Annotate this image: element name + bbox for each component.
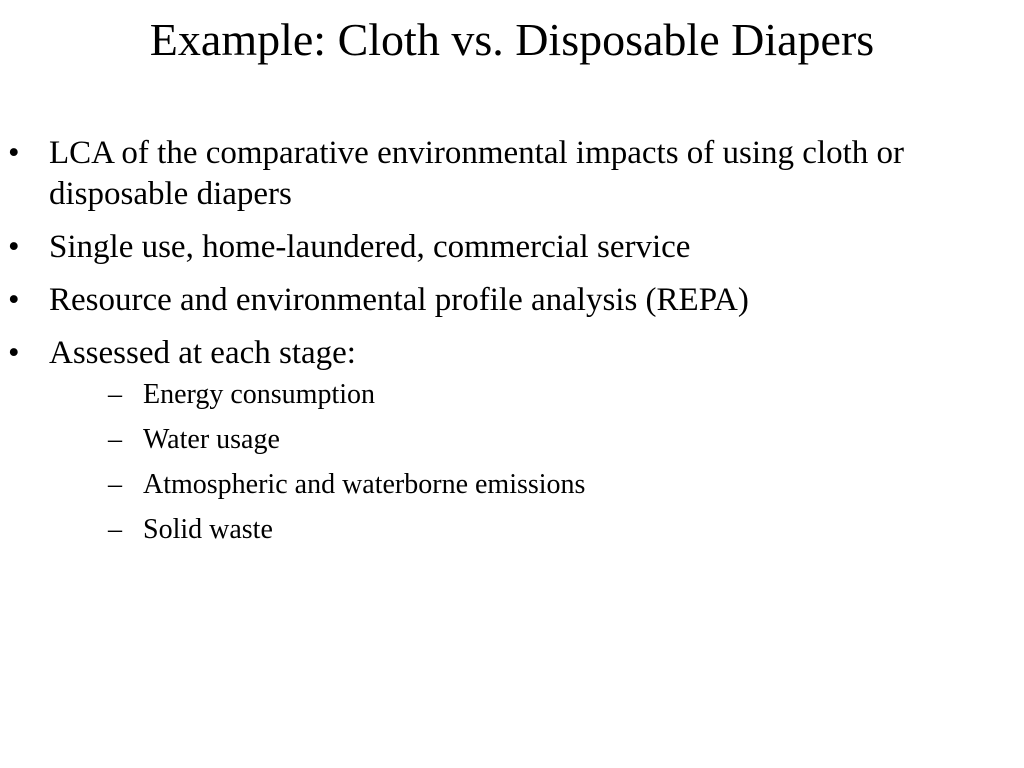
- bullet-marker: •: [8, 135, 20, 171]
- bullet-text: Assessed at each stage:: [49, 335, 356, 371]
- sub-bullet-marker: –: [108, 379, 122, 410]
- slide-title: Example: Cloth vs. Disposable Diapers: [149, 14, 875, 65]
- bullet-marker: •: [8, 229, 20, 265]
- sub-bullet-marker: –: [108, 514, 122, 545]
- bullet-text: Single use, home-laundered, commercial service: [49, 229, 691, 265]
- bullet-marker: •: [8, 282, 20, 318]
- sub-bullet-text: Atmospheric and waterborne emissions: [143, 469, 586, 500]
- sub-bullet-text: Water usage: [143, 424, 280, 455]
- bullet-item: [0, 333, 1024, 547]
- bullet-item: [0, 133, 1024, 215]
- sub-bullet-text: Energy consumption: [143, 379, 376, 410]
- bullet-text: Resource and environmental profile analysis (REPA): [49, 282, 749, 318]
- sub-bullet-item: [49, 423, 964, 457]
- bullet-text: LCA of the comparative environmental impacts of using cloth or disposable diapers: [49, 135, 905, 212]
- bullet-list: [0, 133, 1024, 559]
- sub-bullet-item: [49, 468, 964, 502]
- sub-bullet-item: [49, 513, 964, 547]
- sub-bullet-item: [49, 378, 964, 412]
- bullet-item: [0, 227, 1024, 268]
- sub-bullet-list: [49, 378, 964, 547]
- bullet-marker: •: [8, 335, 20, 371]
- sub-bullet-marker: –: [108, 469, 122, 500]
- bullet-item: [0, 280, 1024, 321]
- sub-bullet-text: Solid waste: [143, 514, 273, 545]
- sub-bullet-marker: –: [108, 424, 122, 455]
